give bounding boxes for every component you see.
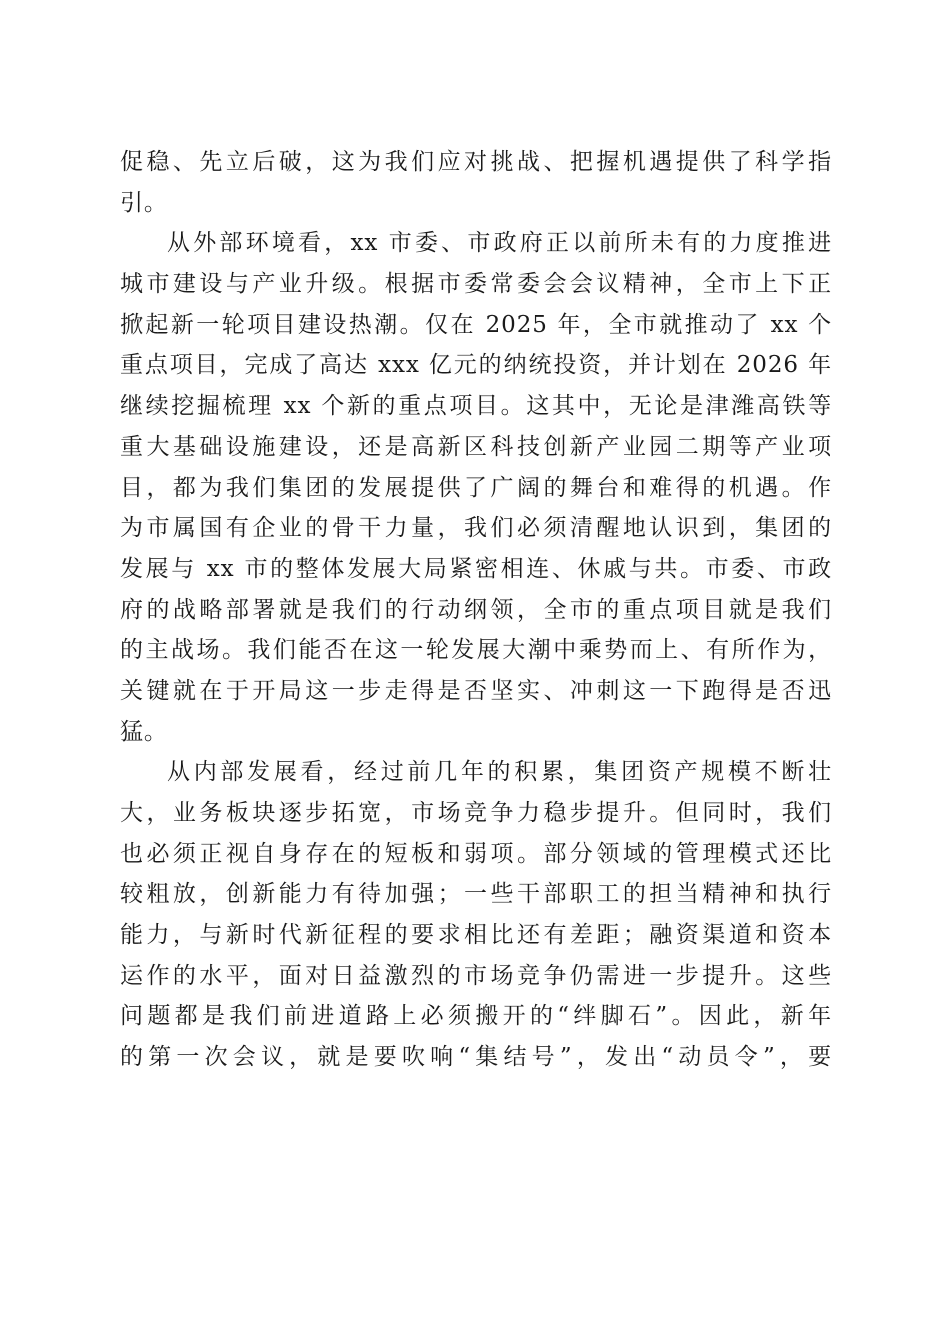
paragraph-2-line-8: 为市属国有企业的骨干力量，我们必须清醒地认识到，集团的 <box>120 515 832 542</box>
paragraph-3-line-7: 问题都是我们前进道路上必须搬开的“绊脚石”。因此，新年 <box>120 1003 832 1030</box>
paragraph-3-line-1: 从内部发展看，经过前几年的积累，集团资产规模不断壮 <box>167 759 832 786</box>
document-body <box>120 142 832 1078</box>
paragraph-3-line-8: 的第一次会议，就是要吹响“集结号”，发出“动员令”，要 <box>120 1044 832 1071</box>
paragraph-1-line-1: 促稳、先立后破，这为我们应对挑战、把握机遇提供了科学指 <box>120 149 832 175</box>
paragraph-3-line-4: 较粗放，创新能力有待加强；一些干部职工的担当精神和执行 <box>120 881 832 908</box>
paragraph-2-line-11: 的主战场。我们能否在这一轮发展大潮中乘势而上、有所作为， <box>120 637 832 664</box>
paragraph-1-line-2: 引。 <box>120 189 168 216</box>
paragraph-3-line-3: 也必须正视自身存在的短板和弱项。部分领域的管理模式还比 <box>120 840 832 867</box>
paragraph-2-line-13: 猛。 <box>120 718 168 745</box>
paragraph-2-line-10: 府的战略部署就是我们的行动纲领，全市的重点项目就是我们 <box>120 596 832 623</box>
paragraph-3-line-6: 运作的水平，面对日益激烈的市场竞争仍需进一步提升。这些 <box>120 962 832 989</box>
paragraph-2-line-5: 继续挖掘梳理 xx 个新的重点项目。这其中，无论是津潍高铁等 <box>120 393 832 420</box>
paragraph-3-line-2: 大，业务板块逐步拓宽，市场竞争力稳步提升。但同时，我们 <box>120 800 832 826</box>
paragraph-2-line-9: 发展与 xx 市的整体发展大局紧密相连、休戚与共。市委、市政 <box>120 555 832 582</box>
paragraph-2-line-12: 关键就在于开局这一步走得是否坚实、冲刺这一下跑得是否迅 <box>120 677 832 704</box>
paragraph-2-line-4: 重点项目，完成了高达 xxx 亿元的纳统投资，并计划在 2026 年 <box>120 352 832 379</box>
paragraph-2-line-3: 掀起新一轮项目建设热潮。仅在 2025 年，全市就推动了 xx 个 <box>120 311 832 338</box>
paragraph-3-line-5: 能力，与新时代新征程的要求相比还有差距；融资渠道和资本 <box>120 922 832 949</box>
paragraph-2-line-1: 从外部环境看，xx 市委、市政府正以前所未有的力度推进 <box>167 230 832 257</box>
paragraph-2-line-7: 目，都为我们集团的发展提供了广阔的舞台和难得的机遇。作 <box>120 474 832 501</box>
paragraph-2-line-2: 城市建设与产业升级。根据市委常委会会议精神，全市上下正 <box>120 271 832 298</box>
paragraph-2-line-6: 重大基础设施建设，还是高新区科技创新产业园二期等产业项 <box>120 433 832 460</box>
